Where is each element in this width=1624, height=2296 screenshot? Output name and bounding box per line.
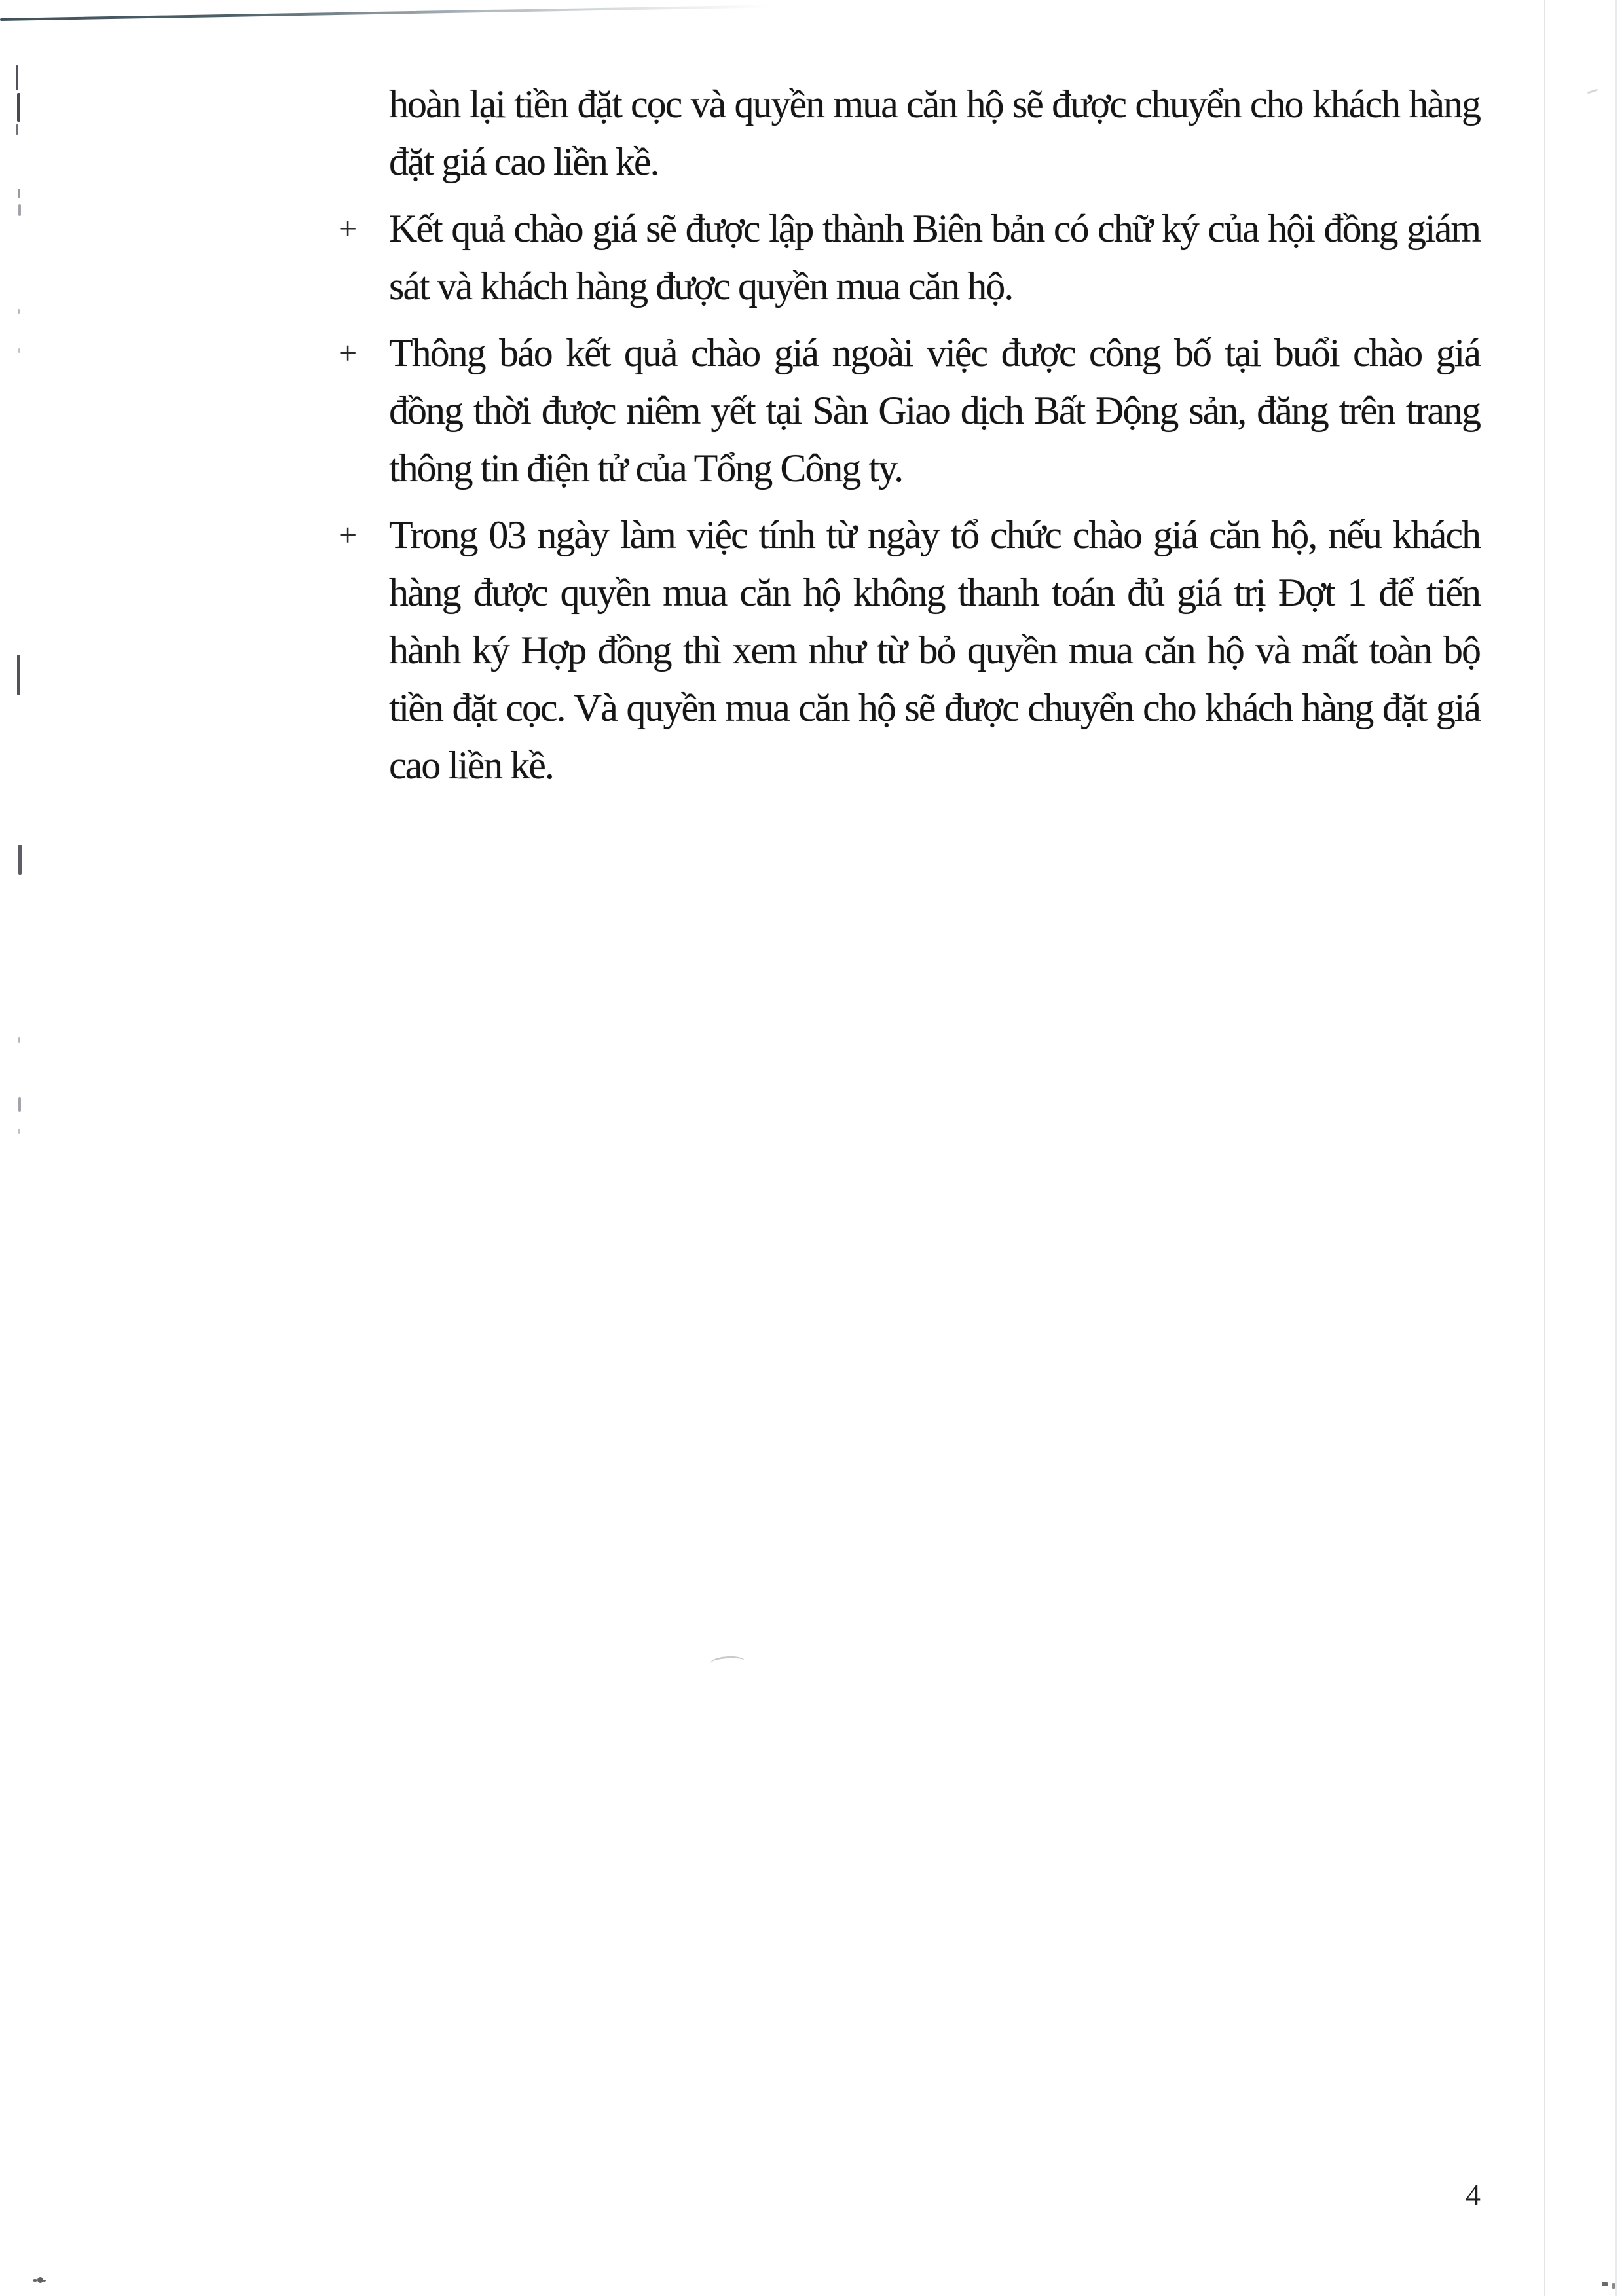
margin-mark: [17, 655, 20, 695]
scan-speck: [1612, 2283, 1615, 2289]
margin-mark: [18, 189, 20, 198]
margin-mark: [18, 1097, 21, 1112]
scan-speck: [1602, 2282, 1608, 2286]
scan-right-edge-line: [1615, 0, 1617, 2296]
bullet-marker: +: [339, 517, 358, 553]
margin-mark: [18, 1037, 20, 1043]
margin-mark: [18, 309, 20, 314]
margin-mark: [18, 348, 20, 353]
scan-fold-line: [1544, 0, 1545, 2296]
scan-top-edge-artifact: [0, 4, 819, 21]
bullet-item: [339, 506, 1480, 794]
margin-mark: [16, 65, 18, 90]
bullet-item: [339, 200, 1480, 315]
margin-mark: [18, 204, 21, 216]
scan-speck: [1587, 89, 1598, 94]
margin-mark: [16, 124, 18, 135]
page-number: 4: [1466, 2178, 1481, 2212]
bullet-text: Trong 03 ngày làm việc tính từ ngày tổ chức chào giá căn hộ, nếu khách hàng được quyền mua căn hộ không thanh toán đủ giá trị Đợt 1 để tiến hành ký Hợp đồng thì xem như từ bỏ quyền mua căn hộ và mất toàn bộ tiền đặt cọc. Và quyền mua căn hộ sẽ được chuyển cho khách hàng đặt giá cao liền kề.: [389, 513, 1480, 787]
document-body: [339, 75, 1480, 803]
bullet-marker: +: [339, 210, 358, 247]
scan-speck: [33, 2277, 46, 2283]
margin-mark: [18, 845, 22, 875]
scan-smudge-mark: [710, 1655, 745, 1669]
bullet-text: Kết quả chào giá sẽ được lập thành Biên bản có chữ ký của hội đồng giám sát và khách hàng được quyền mua căn hộ.: [389, 207, 1480, 308]
margin-mark: [18, 1129, 20, 1134]
continuation-paragraph: hoàn lại tiền đặt cọc và quyền mua căn hộ sẽ được chuyển cho khách hàng đặt giá cao liền kề.: [389, 82, 1480, 183]
bullet-text: Thông báo kết quả chào giá ngoài việc được công bố tại buổi chào giá đồng thời được niêm yết tại Sàn Giao dịch Bất Động sản, đăng trên trang thông tin điện tử của Tổng Công ty.: [389, 331, 1480, 490]
margin-mark: [17, 93, 20, 122]
bullet-item: [339, 324, 1480, 497]
bullet-marker: +: [339, 335, 358, 371]
